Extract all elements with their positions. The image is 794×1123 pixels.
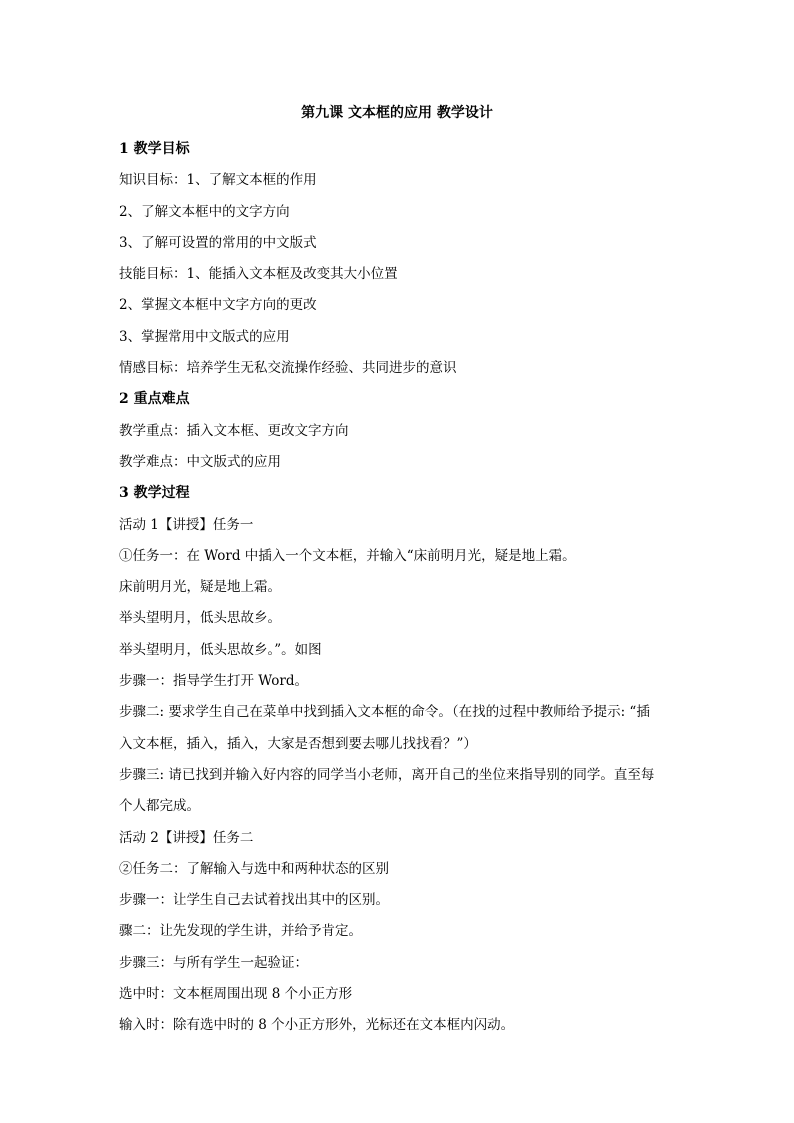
paragraph-line: 骤二：让先发现的学生讲，并给予肯定。 (119, 923, 362, 940)
paragraph-line: 输入时：除有选中时的 8 个小正方形外，光标还在文本框内闪动。 (119, 1017, 515, 1034)
paragraph-line: 2、掌握文本框中文字方向的更改 (119, 297, 317, 314)
paragraph-line: 床前明月光，疑是地上霜。 (119, 579, 281, 596)
section-heading: 3 教学过程 (119, 485, 190, 502)
paragraph-line: 教学重点：插入文本框、更改文字方向 (119, 422, 349, 439)
paragraph-line: 3、掌握常用中文版式的应用 (119, 328, 290, 345)
paragraph-line: 2、了解文本框中的文字方向 (119, 203, 290, 220)
paragraph-line: 步骤一：让学生自己去试着找出其中的区别。 (119, 892, 389, 909)
document-body (119, 134, 679, 1042)
paragraph-line: 选中时：文本框周围出现 8 个小正方形 (119, 986, 353, 1003)
paragraph-line: ②任务二：了解输入与选中和两种状态的区别 (119, 860, 389, 877)
paragraph-line: 3、了解可设置的常用的中文版式 (119, 234, 317, 251)
paragraph-line: 教学难点：中文版式的应用 (119, 453, 281, 470)
paragraph-line: ①任务一：在 Word 中插入一个文本框，并输入“床前明月光，疑是地上霜。 (119, 547, 576, 564)
paragraph-line: 步骤三: 请已找到并输入好内容的同学当小老师，离开自己的坐位来指导别的同学。直至每 (119, 766, 655, 783)
paragraph-line: 步骤三：与所有学生一起验证： (119, 954, 308, 971)
paragraph-line: 举头望明月，低头思故乡。 (119, 610, 281, 627)
paragraph-line: 个人都完成。 (119, 798, 200, 815)
paragraph-line: 活动 1【讲授】任务一 (119, 516, 254, 533)
paragraph-line: 知识目标：1、了解文本框的作用 (119, 172, 317, 189)
paragraph-line: 步骤二: 要求学生自己在菜单中找到插入文本框的命令。（在找的过程中教师给予提示: “插 (119, 704, 650, 721)
paragraph-line: 步骤一：指导学生打开 Word。 (119, 673, 308, 690)
paragraph-line: 活动 2【讲授】任务二 (119, 829, 254, 846)
section-heading: 1 教学目标 (119, 141, 190, 157)
paragraph-line: 情感目标：培养学生无私交流操作经验、共同进步的意识 (119, 360, 457, 377)
section-heading: 2 重点难点 (119, 391, 190, 408)
paragraph-line: 入文本框，插入，插入，大家是否想到要去哪儿找找看？”） (119, 735, 477, 752)
paragraph-line: 举头望明月，低头思故乡。”。如图 (119, 641, 322, 658)
paragraph-line: 技能目标：1、能插入文本框及改变其大小位置 (119, 266, 398, 283)
document-title: 第九课 文本框的应用 教学设计 (301, 105, 493, 121)
